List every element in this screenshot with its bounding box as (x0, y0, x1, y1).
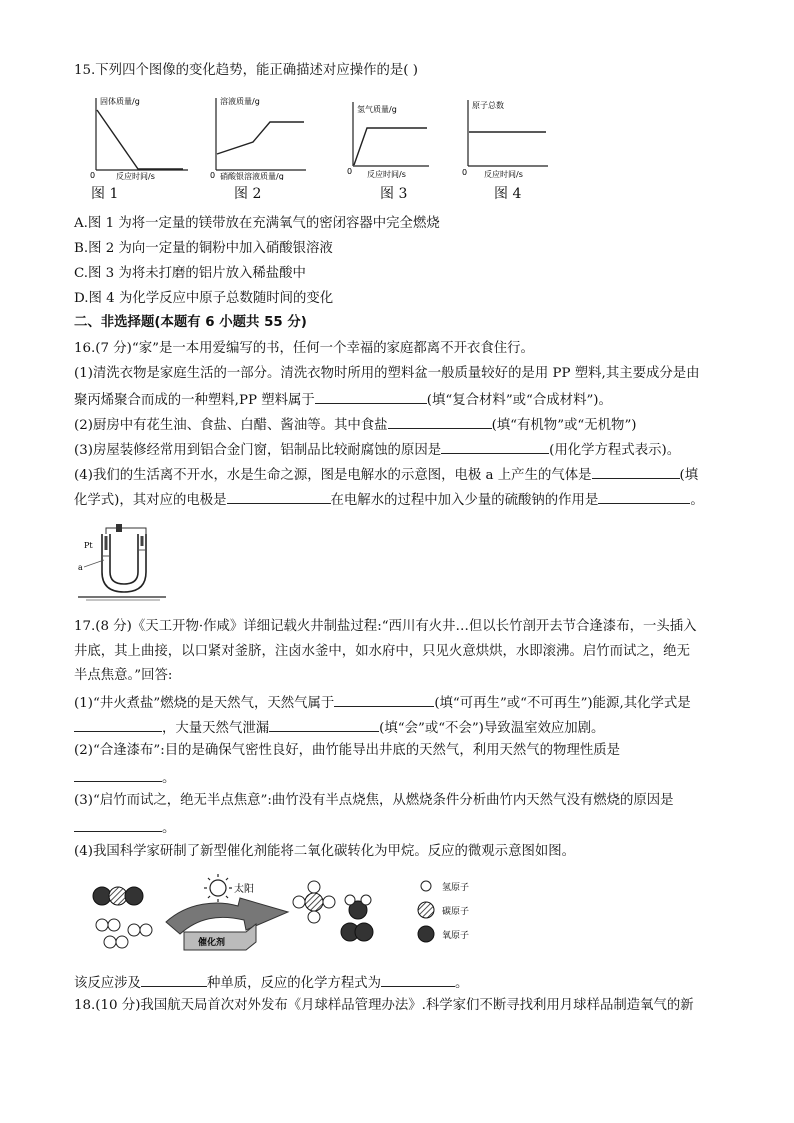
q17-part1-text-a: (1)“井火煮盐”燃烧的是天然气，天然气属于 (74, 696, 335, 711)
graph-3-ylabel: 氢气质量/g (357, 105, 397, 114)
graph-3-origin: 0 (347, 167, 353, 176)
q17-part4-answer (74, 972, 468, 993)
q16-intro: 16.(7 分)“家”是一本用爱编写的书，任何一个幸福的家庭都离不开衣食住行。 (74, 341, 534, 356)
q16-part1-cont (74, 389, 612, 410)
q16-part2-text-b: (填“有机物”或“无机物”) (491, 418, 637, 433)
graph-2-ylabel: 溶液质量/g (220, 97, 260, 106)
answer-blank-16-3[interactable] (441, 439, 549, 454)
section-heading: 二、非选择题(本题有 6 小题共 55 分) (74, 315, 307, 330)
answer-blank-17-3[interactable] (269, 717, 379, 732)
q17-intro-1: 17.(8 分)《天工开物·作咸》详细记载火井制盐过程:“西川有火井…但以长竹剖开去节合逢漆布，一头插入 (74, 619, 697, 634)
electrode-a-label: a (78, 563, 83, 572)
answer-blank-16-2[interactable] (388, 414, 492, 429)
q16-part3-text-a: (3)房屋装修经常用到铝合金门窗，铝制品比较耐腐蚀的原因是 (74, 443, 442, 458)
co2-molecule (93, 887, 143, 905)
sun-label: 太阳 (234, 884, 254, 895)
answer-blank-16-1[interactable] (315, 389, 427, 404)
graph-4-xlabel: 反应时间/s (484, 170, 523, 179)
q16-part3-text-b: (用化学方程式表示)。 (549, 443, 681, 458)
q16-part4-text-d: 在电解水的过程中加入少量的硫酸钠的作用是 (330, 493, 599, 508)
graph-3 (345, 98, 435, 184)
q17-intro-3: 半点焦意。”回答: (74, 668, 173, 683)
answer-blank-17-7[interactable] (381, 972, 455, 987)
graph-3-caption: 图 3 (380, 186, 408, 202)
q17-part2-cont (74, 767, 175, 788)
q16-part1-text-b: (填“复合材料”或“合成材料”)。 (426, 393, 612, 408)
q17-part1-cont (74, 717, 604, 738)
q17-part4-text-a: 该反应涉及 (74, 976, 141, 991)
graph-2-xlabel: 硝酸银溶液质量/g (220, 172, 284, 180)
answer-blank-17-2[interactable] (74, 717, 162, 732)
q17-intro-2: 井底，其上曲接，以口紧对釜脐，注卤水釜中，如水府中，只见火意烘烘，水即滚沸。启竹而试之，绝无 (74, 644, 690, 659)
q17-part2-end: 。 (162, 771, 176, 786)
q16-part4-text-a: (4)我们的生活离不开水，水是生命之源，图是电解水的示意图，电极 a 上产生的气体是 (74, 468, 592, 483)
q17-part3: (3)“启竹而试之，绝无半点焦意”:曲竹没有半点烧焦，从燃烧条件分析曲竹内天然气没有燃烧的原因是 (74, 793, 674, 808)
graph-2-origin: 0 (210, 171, 216, 180)
legend-hydrogen: 氢原子 (442, 883, 470, 893)
q16-part4 (74, 464, 698, 485)
graph-4-origin: 0 (462, 168, 468, 177)
graph-1 (88, 92, 198, 184)
q16-part2 (74, 414, 637, 435)
q16-part1-text-a: 聚丙烯聚合而成的一种塑料,PP 塑料属于 (74, 393, 315, 408)
graph-2-caption: 图 2 (234, 186, 262, 202)
graph-1-origin: 0 (90, 171, 96, 180)
q17-part1 (74, 692, 691, 713)
q16-part2-text-a: (2)厨房中有花生油、食盐、白醋、酱油等。其中食盐 (74, 418, 388, 433)
q18-intro: 18.(10 分)我国航天局首次对外发布《月球样品管理办法》.科学家们不断寻找利用月球样品制造氧气的新 (74, 998, 694, 1013)
ch4-molecule (293, 881, 335, 923)
q15-option-a: A.图 1 为将一定量的镁带放在充满氧气的密闭容器中完全燃烧 (74, 216, 440, 231)
graph-4-ylabel: 原子总数 (472, 101, 504, 110)
graph-1-xlabel: 反应时间/s (116, 172, 155, 180)
sun-icon (204, 874, 232, 902)
graph-4-caption: 图 4 (494, 186, 522, 202)
h2o-molecules (341, 895, 373, 941)
q17-part3-cont (74, 817, 175, 838)
graph-3-xlabel: 反应时间/s (367, 170, 406, 179)
q16-part4-text-c: 化学式)，其对应的电极是 (74, 493, 227, 508)
electrode-pt-label: Pt (84, 541, 93, 550)
answer-blank-17-6[interactable] (141, 972, 207, 987)
q17-part2: (2)“合逢漆布”:目的是确保气密性良好，曲竹能导出井底的天然气，利用天然气的物理性质是 (74, 743, 621, 758)
electrolysis-diagram (76, 520, 168, 606)
catalyst-label: 催化剂 (198, 938, 226, 948)
q16-part4-text-b: (填 (679, 468, 699, 483)
q15-stem: 15.下列四个图像的变化趋势，能正确描述对应操作的是( ) (74, 63, 418, 78)
graph-4 (460, 94, 555, 184)
q15-option-d: D.图 4 为化学反应中原子总数随时间的变化 (74, 291, 334, 306)
answer-blank-16-4[interactable] (592, 464, 680, 479)
reaction-diagram (88, 872, 508, 958)
h2-molecules (96, 919, 152, 948)
legend (418, 881, 469, 942)
q16-part4-text-e: 。 (690, 493, 704, 508)
graph-2 (208, 92, 313, 184)
q17-part1-text-b: (填“可再生”或“不可再生”)能源,其化学式是 (434, 696, 691, 711)
answer-blank-17-4[interactable] (74, 767, 162, 782)
graph-1-caption: 图 1 (91, 186, 119, 202)
q16-part4-cont (74, 489, 704, 510)
q15-option-c: C.图 3 为将未打磨的铝片放入稀盐酸中 (74, 266, 306, 281)
answer-blank-17-1[interactable] (334, 692, 434, 707)
q17-part4: (4)我国科学家研制了新型催化剂能将二氧化碳转化为甲烷。反应的微观示意图如图。 (74, 844, 576, 859)
legend-carbon: 碳原子 (442, 907, 470, 917)
legend-oxygen: 氧原子 (442, 931, 470, 941)
q17-part1-text-d: (填“会”或“不会”)导致温室效应加剧。 (379, 721, 605, 736)
q15-option-b: B.图 2 为向一定量的铜粉中加入硝酸银溶液 (74, 241, 333, 256)
answer-blank-16-5[interactable] (227, 489, 331, 504)
q17-part3-end: 。 (162, 821, 176, 836)
q17-part1-text-c: ，大量天然气泄漏 (162, 721, 270, 736)
q16-part1: (1)清洗衣物是家庭生活的一部分。清洗衣物时所用的塑料盆一般质量较好的是用 PP 塑料,其主要成分是由 (74, 366, 700, 381)
answer-blank-16-6[interactable] (598, 489, 690, 504)
q17-part4-text-b: 种单质，反应的化学方程式为 (206, 976, 382, 991)
answer-blank-17-5[interactable] (74, 817, 162, 832)
q16-part3 (74, 439, 680, 460)
q17-part4-text-c: 。 (455, 976, 469, 991)
graph-1-ylabel: 固体质量/g (100, 97, 140, 106)
